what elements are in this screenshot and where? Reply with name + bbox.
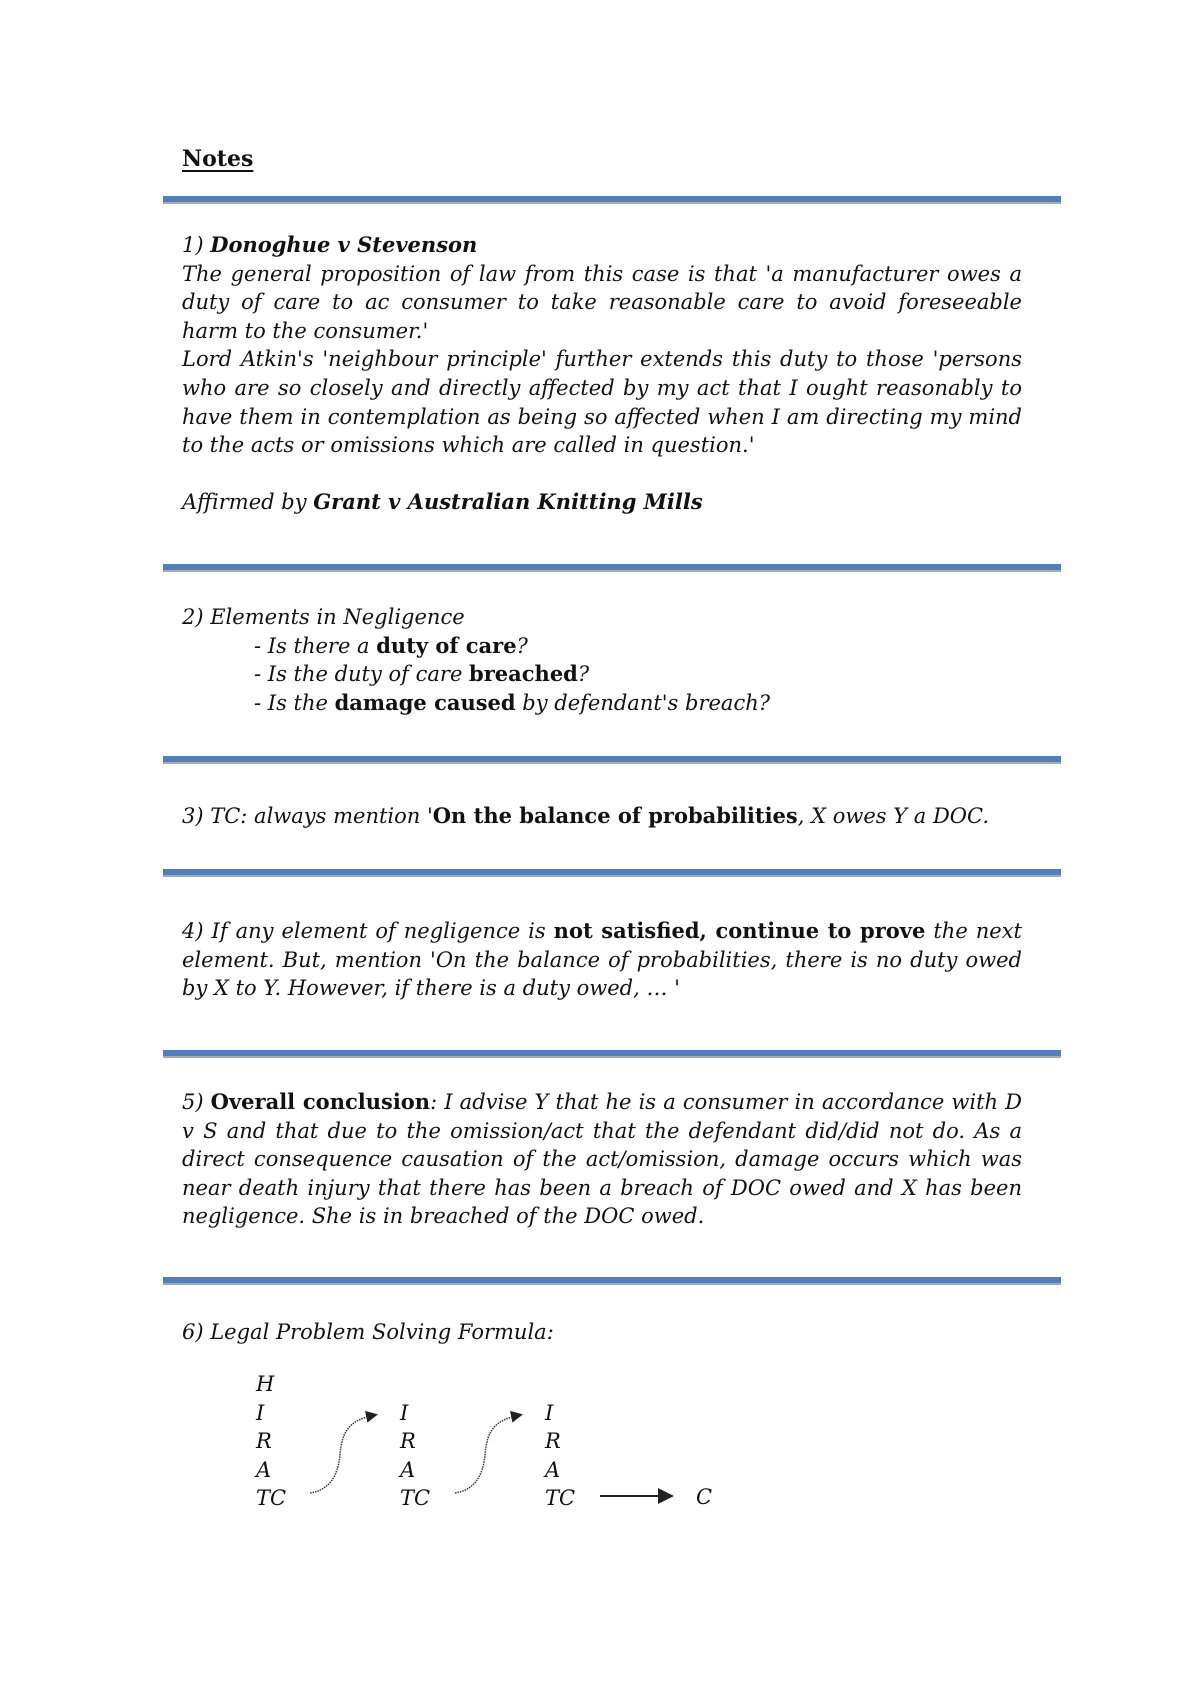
formula-column-2: I R A TC [400,1400,431,1511]
page-title: Notes [182,146,254,172]
formula-diagram [250,1370,750,1520]
section-element-not-satisfied: 4) If any element of negligence is not satisfied, continue to prove the next element. But, mention 'On the balance of probabilities, there is no duty owed by X to Y. However, if there is a duty owed, … ' [182,918,1022,1001]
section-divider [163,1277,1061,1283]
case-name: Donoghue v Stevenson [210,232,478,257]
section-formula-heading: 6) Legal Problem Solving Formula: [182,1320,554,1344]
section-donoghue [182,231,1022,517]
section-overall-conclusion: 5) Overall conclusion: I advise Y that he is a consumer in accordance with D v S and that due to the omission/act that the defendant did/did not do. As a direct consequence causation of the act/omission, damage occurs which was near death injury that there has been a breach of DOC owed and X has been negligence. She is in breached of the DOC owed. [182,1089,1023,1229]
emphasis-text: not satisfied, continue to prove [553,918,926,943]
arrows-graphic [250,1370,750,1520]
balance-of-probabilities: On the balance of probabilities [432,803,798,828]
conclusion-label: Overall conclusion [210,1089,431,1114]
formula-column-1: H I R A TC [256,1372,287,1511]
paragraph-neighbour-principle: Lord Atkin's 'neighbour principle' further extends this duty to those 'persons who are so closely and directly affected by my act that I ought reasonably to have them in contemplation as being so affected when I am directing my mind to the acts or omissions which are called in question.' [182,347,1022,458]
formula-conclusion: C [696,1485,713,1509]
section-heading: 2) Elements in Negligence [182,605,465,629]
list-item: - Is there a duty of care? [254,632,528,658]
section-number: 1) [182,233,211,257]
section-divider [163,756,1061,762]
curved-arrow-icon [455,1415,520,1493]
affirmed-prefix: Affirmed by [182,490,314,515]
curved-arrow-icon [310,1415,375,1493]
section-divider [163,196,1061,202]
section-divider [163,869,1061,875]
section-elements [182,603,1022,717]
list-item: - Is the duty of care breached? [254,661,590,687]
paragraph-general-proposition: The general proposition of law from this case is that 'a manufacturer owes a duty of care to ac consumer to take reasonable care to avoid foreseeable harm to the consumer.' [182,261,1022,343]
section-divider [163,564,1061,570]
list-item: - Is the damage caused by defendant's breach? [254,689,770,715]
affirmed-case-name: Grant v Australian Knitting Mills [313,489,703,515]
section-divider [163,1050,1061,1056]
section-tc: 3) TC: always mention 'On the balance of probabilities, X owes Y a DOC. [182,803,990,828]
formula-column-3: I R A TC [545,1400,576,1511]
